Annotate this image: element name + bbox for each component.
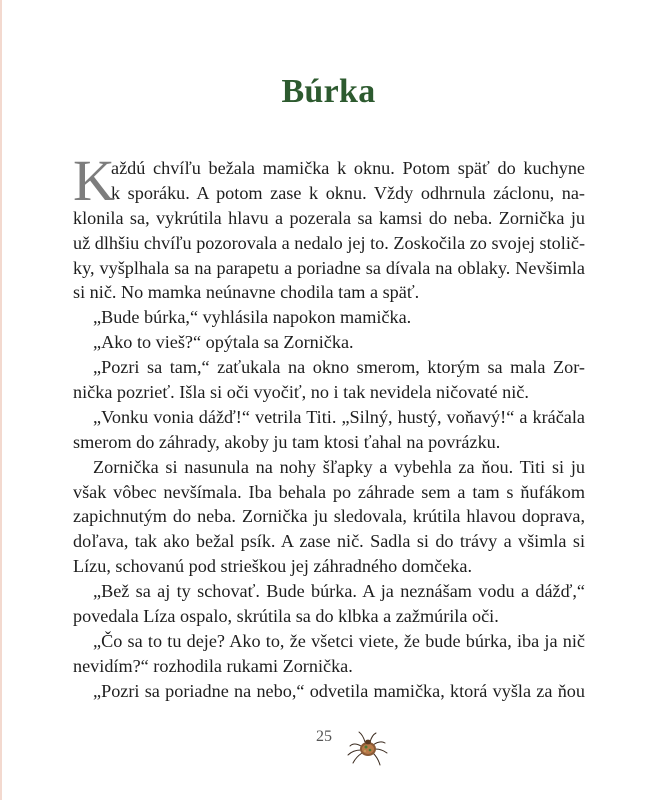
text-line: aždú chvíľu bežala mamička k oknu. Potom späť do kuchyne [111,158,585,178]
text-line: Lízu, schovanú pod strieškou jej záhradného domčeka. [73,556,472,577]
drop-cap: K [73,148,115,213]
text-line: „Bež sa aj ty schovať. Bude búrka. A ja neznášam vodu a dážď,“ [93,581,585,602]
page-edge [0,0,2,800]
text-line: povedala Líza ospalo, skrútila sa do klbka a zažmúrila oči. [73,606,499,627]
text-line: ky, vyšplhala sa na parapetu a poriadne sa dívala na oblaky. Nevšimla [73,257,585,278]
text-line: k sporáku. A potom zase k oknu. Vždy odhrnula záclonu, na- [111,182,585,203]
text-line: klonila sa, vykrútila hlavu a pozerala sa kamsi do neba. Zornička ju [73,207,585,228]
text-line: si nič. No mamka neúnavne chodila tam a späť. [73,282,420,303]
page-number: 25 [316,728,332,745]
text-line: nevidím?“ rozhodila rukami Zornička. [73,655,353,676]
story-text [73,148,585,704]
text-line: „Čo sa to tu deje? Ako to, že všetci viete, že bude búrka, iba ja nič [93,630,585,651]
paragraph-1 [73,148,585,305]
text-line: „Vonku vonia dážď!“ vetrila Titi. „Silný, hustý, voňavý!“ a kráčala [93,406,585,427]
bug-icon [345,728,391,770]
text-line: už dlhšiu chvíľu pozorovala a nedalo jej to. Zoskočila zo svojej stolič- [73,232,585,253]
text-line: „Bude búrka,“ vyhlásila napokon mamička. [93,307,412,328]
text-line: doľava, tak ako bežal psík. A zase nič. Sadla si do trávy a všimla si [73,531,585,552]
text-line: „Ako to vieš?“ opýtala sa Zornička. [93,332,354,353]
text-line: smerom do záhrady, akoby ju tam ktosi ťahal na povrázku. [73,431,501,452]
text-line: Zornička si nasunula na nohy šľapky a vybehla za ňou. Titi si ju [93,456,585,477]
text-line: však vôbec nevšímala. Iba behala po záhrade sem a tam s ňufákom [73,481,585,502]
chapter-title: Búrka [281,73,376,110]
text-line: nička pozrieť. Išla si oči vyočiť, no i tak nevidela ničovaté nič. [73,382,529,403]
text-line: „Pozri sa poriadne na nebo,“ odvetila mamička, ktorá vyšla za ňou [93,680,585,701]
text-line: „Pozri sa tam,“ zaťukala na okno smerom, ktorým sa mala Zor- [93,357,585,378]
text-line: zapichnutým do neba. Zornička ju sledovala, krútila hlavou doprava, [73,506,585,527]
